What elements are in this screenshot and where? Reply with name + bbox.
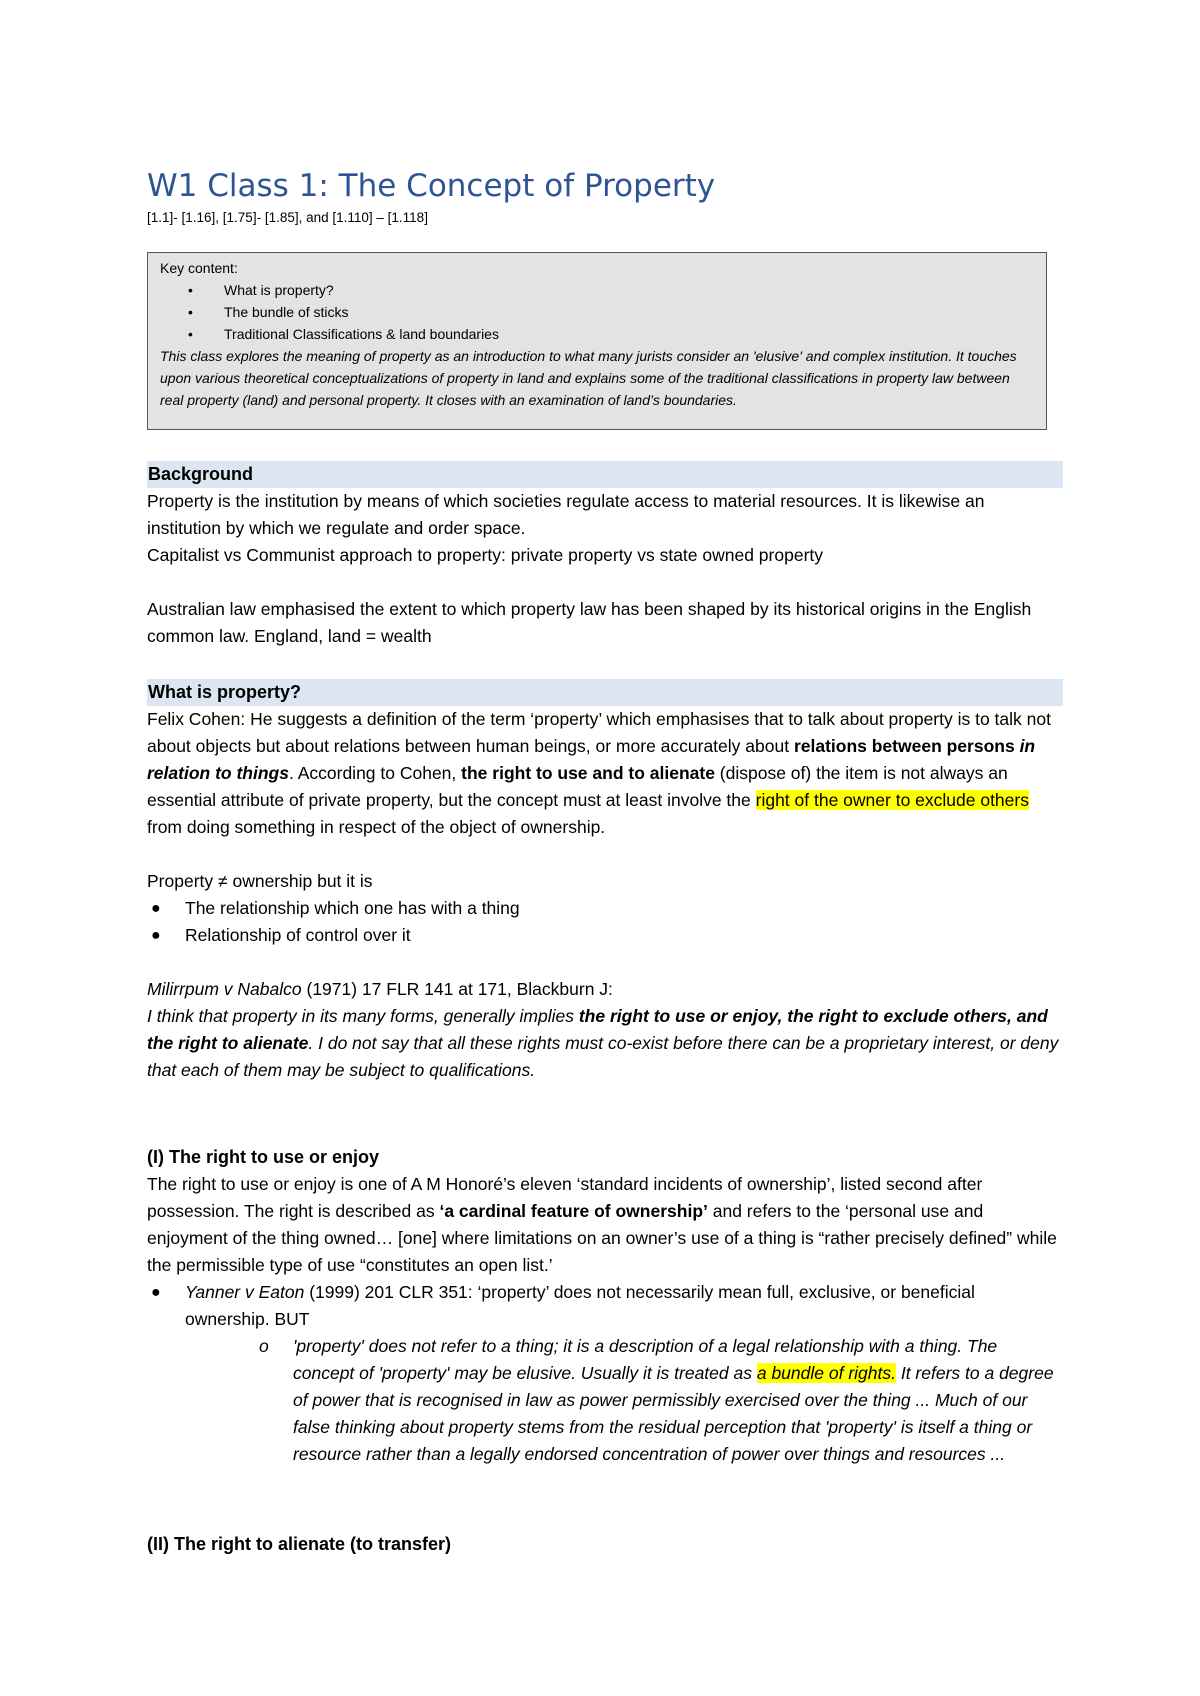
section-heading-background: Background (147, 461, 1063, 488)
ownership-intro: Property ≠ ownership but it is (147, 871, 373, 891)
bullet-icon: • (188, 282, 193, 298)
list-item: ● Relationship of control over it (147, 922, 1063, 949)
key-content-list (160, 279, 1034, 345)
what-is-property-section (147, 679, 1063, 1084)
list-item: o 'property' does not refer to a thing; it is a description of a legal relationship with a thing. The concept of 'property' may be elusive. Usually it is treated as a bundle of rights. It refers to a degree of power that is recognised in law as power permissibly exercised over the thing ... Much of our false thinking about property stems from the residual perception that 'property' is itself a thing or resource rather than a legally endorsed concentration of power over things and resources ... (147, 1333, 1063, 1468)
circle-bullet-icon: o (259, 1336, 269, 1356)
key-content-label: Key content: (160, 260, 238, 276)
case-citation: Milirrpum v Nabalco (1971) 17 FLR 141 at 171, Blackburn J: (147, 979, 613, 999)
honore-paragraph: The right to use or enjoy is one of A M Honoré’s eleven ‘standard incidents of ownership’, listed second after possession. The right is described as ‘a cardinal feature of ownership’ and refers to the ‘personal use and enjoyment of the thing owned… [one] where limitations on an owner’s use of a thing is “rather precisely defined” while the permissible type of use “constitutes an open list.’ (147, 1174, 1057, 1275)
background-paragraph: Australian law emphasised the extent to which property law has been shaped by its historical origins in the English common law. England, land = wealth (147, 599, 1032, 646)
bullet-icon: ● (151, 1284, 161, 1301)
list-item: • Traditional Classifications & land boundaries (224, 323, 1034, 345)
background-paragraph: Property is the institution by means of which societies regulate access to material resources. It is likewise an institution by which we regulate and order space. (147, 491, 985, 538)
background-paragraph: Capitalist vs Communist approach to property: private property vs state owned property (147, 545, 824, 565)
page-subtitle: [1.1]- [1.16], [1.75]- [1.85], and [1.110] – [1.118] (147, 210, 428, 225)
bullet-icon: ● (151, 900, 161, 917)
list-item: ● Yanner v Eaton (1999) 201 CLR 351: ‘property’ does not necessarily mean full, exclusive, or beneficial ownership. BUT (147, 1279, 1063, 1333)
yanner-sub-list (147, 1333, 1063, 1468)
list-item: • What is property? (224, 279, 1034, 301)
list-item: ● The relationship which one has with a thing (147, 895, 1063, 922)
key-content-box (147, 252, 1047, 430)
highlighted-text: right of the owner to exclude others (755, 790, 1029, 810)
key-content-description: This class explores the meaning of property as an introduction to what many jurists consider an 'elusive' and complex institution. It touches upon various theoretical conceptualizations of property in land and explains some of the traditional classifications in property law between real property (land) and personal property. It closes with an examination of land’s boundaries. (160, 348, 1017, 408)
bullet-icon: ● (151, 927, 161, 944)
right-to-alienate-section (147, 1531, 1063, 1558)
yanner-list (147, 1279, 1063, 1333)
bullet-icon: • (188, 326, 193, 342)
section-heading-right-to-use: (I) The right to use or enjoy (147, 1147, 380, 1167)
ownership-list (147, 895, 1063, 949)
list-item: • The bundle of sticks (224, 301, 1034, 323)
bullet-icon: • (188, 304, 193, 320)
case-quote: I think that property in its many forms, generally implies the right to use or enjoy, the right to exclude others, and the right to alienate. I do not say that all these rights must co-exist before there can be a proprietary interest, or deny that each of them may be subject to qualifications. (147, 1006, 1059, 1080)
cohen-paragraph: Felix Cohen: He suggests a definition of the term ‘property’ which emphasises that to talk about property is to talk not about objects but about relations between human beings, or more accurately about relations between persons in relation to things. According to Cohen, the right to use and to alienate (dispose of) the item is not always an essential attribute of private property, but the concept must at least involve the right of the owner to exclude others from doing something in respect of the object of ownership. (147, 709, 1051, 837)
right-to-use-section (147, 1144, 1063, 1468)
section-heading-right-to-alienate: (II) The right to alienate (to transfer) (147, 1534, 452, 1554)
background-section (147, 461, 1063, 650)
section-heading-what-is-property: What is property? (147, 679, 1063, 706)
page-title: W1 Class 1: The Concept of Property (147, 168, 716, 204)
highlighted-text: a bundle of rights. (756, 1363, 896, 1383)
